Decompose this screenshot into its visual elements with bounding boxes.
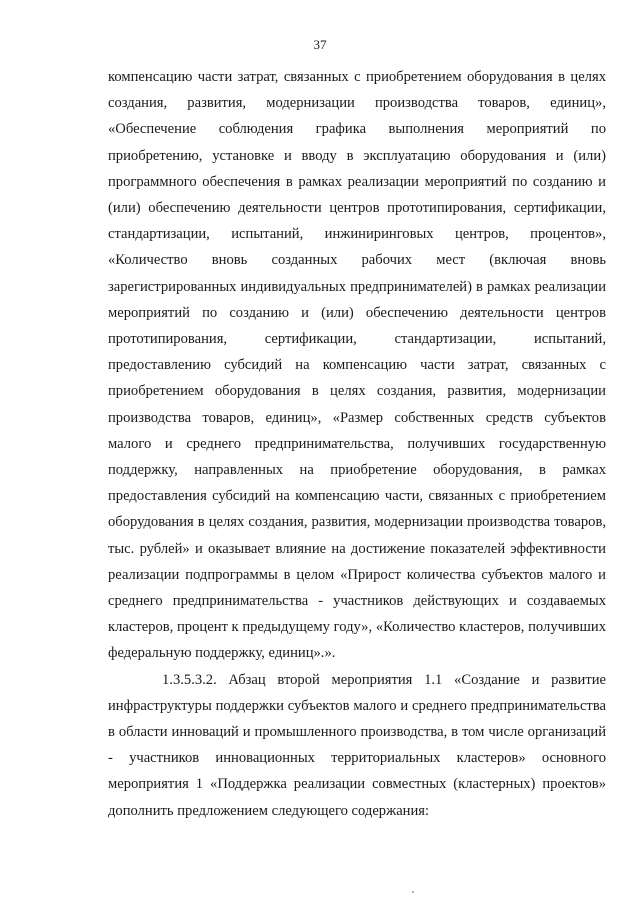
scan-artifact [412, 891, 414, 893]
document-body [108, 64, 606, 824]
page-number: 37 [313, 37, 327, 52]
paragraph-continuation: компенсацию части затрат, связанных с приобретением оборудования в целях создания, развития, модернизации производства товаров, единиц», «Обеспечение соблюдения графика выполнения мероприятий по приобретению, установке и вводу в эксплуатацию оборудования и (или) программного обеспечения в рамках реализации мероприятий по созданию и (или) обеспечению деятельности центров прототипирования, сертификации, стандартизации, испытаний, инжиниринговых центров, процентов», «Количество вновь созданных рабочих мест (включая вновь зарегистрированных индивидуальных предпринимателей) в рамках реализации мероприятий по созданию и (или) обеспечению деятельности центров прототипирования, сертификации, стандартизации, испытаний, предоставлению субсидий на компенсацию части затрат, связанных с приобретением оборудования в целях создания, развития, модернизации производства товаров, единиц», «Размер собственных средств субъектов малого и среднего предпринимательства, получивших государственную поддержку, направленных на приобретение оборудования, в рамках предоставления субсидий на компенсацию части, связанных с приобретением оборудования в целях создания, развития, модернизации производства товаров, тыс. рублей» и оказывает влияние на достижение показателей эффективности реализации подпрограммы в целом «Прирост количества субъектов малого и среднего предпринимательства - участников действующих и создаваемых кластеров, процент к предыдущему году», «Количество кластеров, получивших федеральную поддержку, единиц».». [108, 69, 606, 662]
paragraph-clause-1-3-5-3-2: 1.3.5.3.2. Абзац второй мероприятия 1.1 «Создание и развитие инфраструктуры поддержки субъектов малого и среднего предпринимательства в области инноваций и промышленного производства, в том числе организаций - участников инновационных территориальных кластеров» основного мероприятия 1 «Поддержка реализации совместных (кластерных) проектов» дополнить предложением следующего содержания: [108, 671, 606, 819]
